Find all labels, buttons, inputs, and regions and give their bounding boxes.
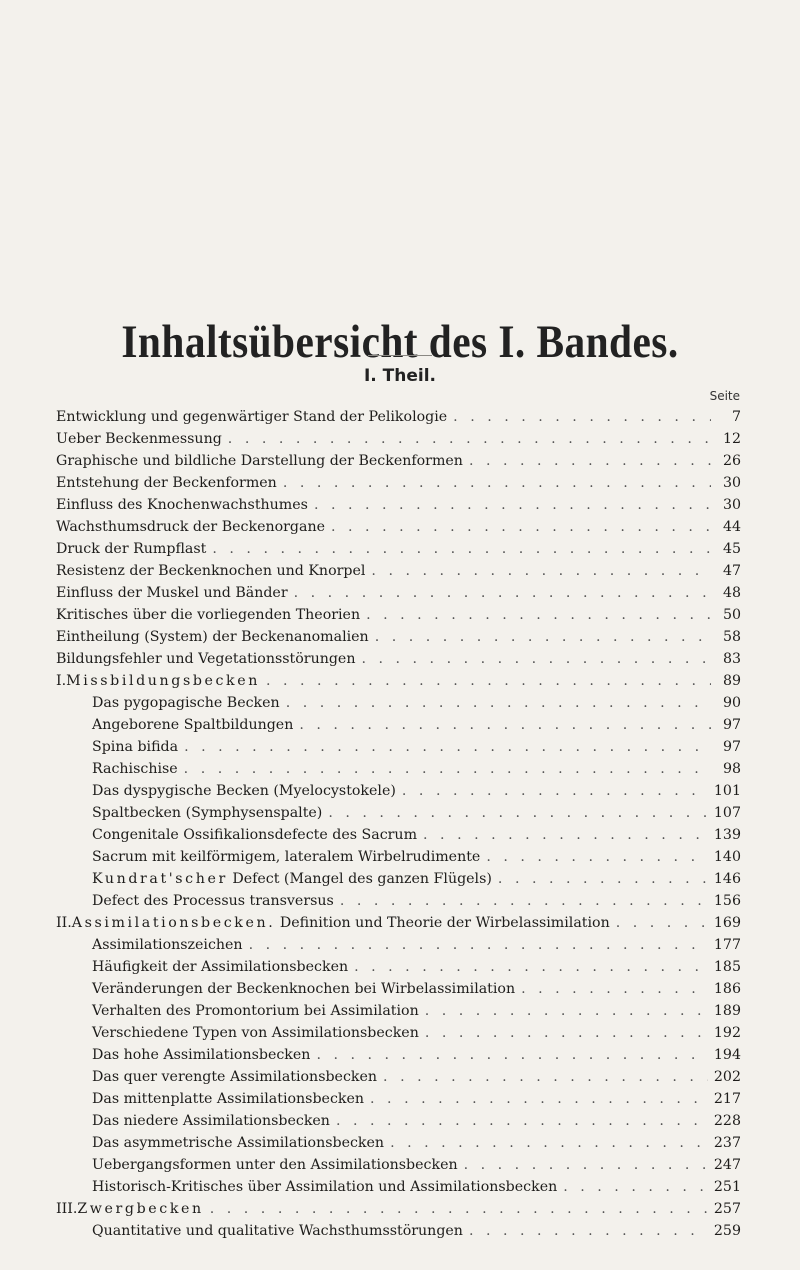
toc-entry-page: 26 [722,453,741,469]
toc-entry-page: 45 [722,541,741,557]
dot-leader [453,406,711,428]
toc-entry [56,868,741,890]
dot-leader [228,428,711,450]
toc-entry-title: Das pygopagische Becken [92,695,280,711]
toc-entry-numeral: II. [56,915,72,931]
dot-leader [425,1022,708,1044]
toc-entry-title: Verschiedene Typen von Assimilationsbecken [92,1025,419,1041]
toc-entry [56,1154,741,1176]
dot-leader [390,1132,708,1154]
toc-entry-page: 12 [722,431,741,447]
dot-leader [249,934,708,956]
toc-entry [56,604,741,626]
toc-entry [56,956,741,978]
toc-entry-page: 202 [713,1069,741,1085]
toc-entry-page: 146 [713,871,741,887]
toc-entry-page: 44 [722,519,741,535]
toc-entry [56,560,741,582]
dot-leader [469,450,711,472]
toc-entry-title: Missbildungsbecken [66,673,260,689]
toc-entry-title: Rachischise [92,761,178,777]
toc-entry-title: Spaltbecken (Symphysenspalte) [92,805,323,821]
dot-leader [328,802,708,824]
title-divider [368,355,432,356]
dot-leader [340,890,708,912]
dot-leader [402,780,708,802]
toc-entry-title: Quantitative und qualitative Wachsthumsstörungen [92,1223,463,1239]
toc-entry-title: Resistenz der Beckenknochen und Knorpel [56,563,366,579]
toc-entry-title: Uebergangsformen unter den Assimilationsbecken [92,1157,458,1173]
toc-entry-page: 58 [722,629,741,645]
toc-entry-page: 156 [713,893,741,909]
toc-entry-title: Bildungsfehler und Vegetationsstörungen [56,651,356,667]
toc-entry [56,428,741,450]
toc-entry-page: 30 [722,475,741,491]
dot-leader [212,538,711,560]
toc-entry [56,648,741,670]
dot-leader [266,670,711,692]
toc-entry-page: 217 [713,1091,741,1107]
page-title: Inhaltsübersicht des I. Bandes. [121,316,679,369]
toc-entry [56,1044,741,1066]
toc-entry-title: Assimilationszeichen [92,937,243,953]
dot-leader [336,1110,708,1132]
toc-entry [56,714,741,736]
dot-leader [469,1220,708,1242]
toc-entry-page: 7 [731,409,741,425]
toc-entry [56,626,741,648]
toc-entry-title: Angeborene Spaltbildungen [92,717,294,733]
toc-entry-title: Das quer verengte Assimilationsbecken [92,1069,378,1085]
toc-entry-title: Verhalten des Promontorium bei Assimilation [92,1003,419,1019]
dot-leader [423,824,708,846]
toc-entry-page: 185 [713,959,741,975]
toc-entry-title: Zwergbecken [77,1201,204,1217]
toc-entry-title: Spina bifida [92,739,179,755]
toc-entry [56,670,741,692]
toc-entry [56,1176,741,1198]
dot-leader [331,516,711,538]
dot-leader [354,956,708,978]
toc-entry-page: 192 [713,1025,741,1041]
toc-entry [56,1132,741,1154]
toc-entry-title: Einfluss des Knochenwachsthumes [56,497,308,513]
toc-entry-numeral: III. [56,1201,78,1217]
dot-leader [616,912,708,934]
toc-entry [56,1000,741,1022]
toc-entry-title: Das mittenplatte Assimilationsbecken [92,1091,365,1107]
dot-leader [184,736,711,758]
toc-entry [56,780,741,802]
toc-entry-page: 139 [713,827,741,843]
toc-entry-title: Das hohe Assimilationsbecken [92,1047,311,1063]
toc-entry [56,846,741,868]
part-heading: I. Theil. [363,366,437,386]
toc-entry-title: Ueber Beckenmessung [56,431,222,447]
toc-entry [56,494,741,516]
toc-entry-title: Häufigkeit der Assimilationsbecken [92,959,349,975]
toc-entry-page: 194 [713,1047,741,1063]
dot-leader [286,692,711,714]
toc-entry-page: 107 [713,805,741,821]
toc-entry-page: 247 [713,1157,741,1173]
toc-entry-title: Graphische und bildliche Darstellung der Beckenformen [56,453,463,469]
toc-entry-title: Druck der Rumpflast [56,541,207,557]
toc-entry [56,1088,741,1110]
toc-entry-page: 50 [722,607,741,623]
toc-entry-page: 186 [713,981,741,997]
toc-entry [56,824,741,846]
toc-entry [56,1022,741,1044]
dot-leader [375,626,711,648]
toc-entry [56,1110,741,1132]
toc-entry [56,890,741,912]
toc-entry-title: Kundrat'scher Defect (Mangel des ganzen Flügels) [92,871,492,887]
toc-entry-page: 90 [722,695,741,711]
toc-entry-page: 97 [722,717,741,733]
toc-entry-page: 98 [722,761,741,777]
toc-entry-title: Veränderungen der Beckenknochen bei Wirbelassimilation [92,981,516,997]
toc-entry-title: Sacrum mit keilförmigem, lateralem Wirbelrudimente [92,849,481,865]
toc-entry [56,802,741,824]
toc-entry [56,1066,741,1088]
toc-entry [56,1198,741,1220]
dot-leader [383,1066,708,1088]
toc-entry-page: 257 [713,1201,741,1217]
toc-entry-title: Defect des Processus transversus [92,893,334,909]
toc-entry [56,736,741,758]
toc-entry [56,1220,741,1242]
toc-entry-page: 259 [713,1223,741,1239]
toc-entry-title: Einfluss der Muskel und Bänder [56,585,288,601]
dot-leader [563,1176,708,1198]
dot-leader [486,846,708,868]
dot-leader [425,1000,708,1022]
toc-entry-numeral: I. [56,673,67,689]
toc-entry-page: 97 [722,739,741,755]
dot-leader [314,494,711,516]
dot-leader [361,648,711,670]
toc-entry-title: Eintheilung (System) der Beckenanomalien [56,629,369,645]
page-column-header: Seite [709,389,740,403]
toc-entry [56,406,741,428]
toc-entry-page: 101 [713,783,741,799]
toc-entry [56,582,741,604]
toc-entry-page: 237 [713,1135,741,1151]
toc-entry-page: 48 [722,585,741,601]
toc-entry-page: 47 [722,563,741,579]
toc-entry-title: Congenitale Ossifikalionsdefecte des Sacrum [92,827,418,843]
dot-leader [299,714,711,736]
toc-entry-title: Kritisches über die vorliegenden Theorien [56,607,361,623]
toc-entry [56,912,741,934]
toc-entry-title: Das dyspygische Becken (Myelocystokele) [92,783,396,799]
toc-entry [56,450,741,472]
dot-leader [498,868,708,890]
dot-leader [464,1154,708,1176]
toc-entry [56,472,741,494]
toc-entry-title: Das niedere Assimilationsbecken [92,1113,330,1129]
toc-entry [56,516,741,538]
toc-entry-title: Entstehung der Beckenformen [56,475,277,491]
dot-leader [370,1088,708,1110]
toc-entry [56,978,741,1000]
dot-leader [210,1198,708,1220]
toc-entry-page: 228 [713,1113,741,1129]
dot-leader [366,604,711,626]
dot-leader [294,582,711,604]
toc-entry-title: Historisch-Kritisches über Assimilation und Assimilationsbecken [92,1179,558,1195]
dot-leader [283,472,711,494]
dot-leader [184,758,711,780]
toc-entry-page: 83 [722,651,741,667]
toc-entry-page: 189 [713,1003,741,1019]
toc-entry-page: 169 [713,915,741,931]
toc-entry-title: Wachsthumsdruck der Beckenorgane [56,519,326,535]
toc-entry-page: 177 [713,937,741,953]
toc-entry [56,934,741,956]
dot-leader [521,978,708,1000]
table-of-contents [56,406,741,1242]
toc-entry-title: Assimilationsbecken. Definition und Theorie der Wirbelassimilation [71,915,610,931]
dot-leader [316,1044,707,1066]
toc-entry [56,758,741,780]
toc-entry-page: 251 [713,1179,741,1195]
toc-entry-page: 89 [722,673,741,689]
dot-leader [371,560,711,582]
toc-entry-title: Entwicklung und gegenwärtiger Stand der Pelikologie [56,409,448,425]
toc-entry-page: 30 [722,497,741,513]
toc-entry [56,538,741,560]
toc-entry-title: Das asymmetrische Assimilationsbecken [92,1135,385,1151]
toc-entry [56,692,741,714]
toc-entry-page: 140 [713,849,741,865]
